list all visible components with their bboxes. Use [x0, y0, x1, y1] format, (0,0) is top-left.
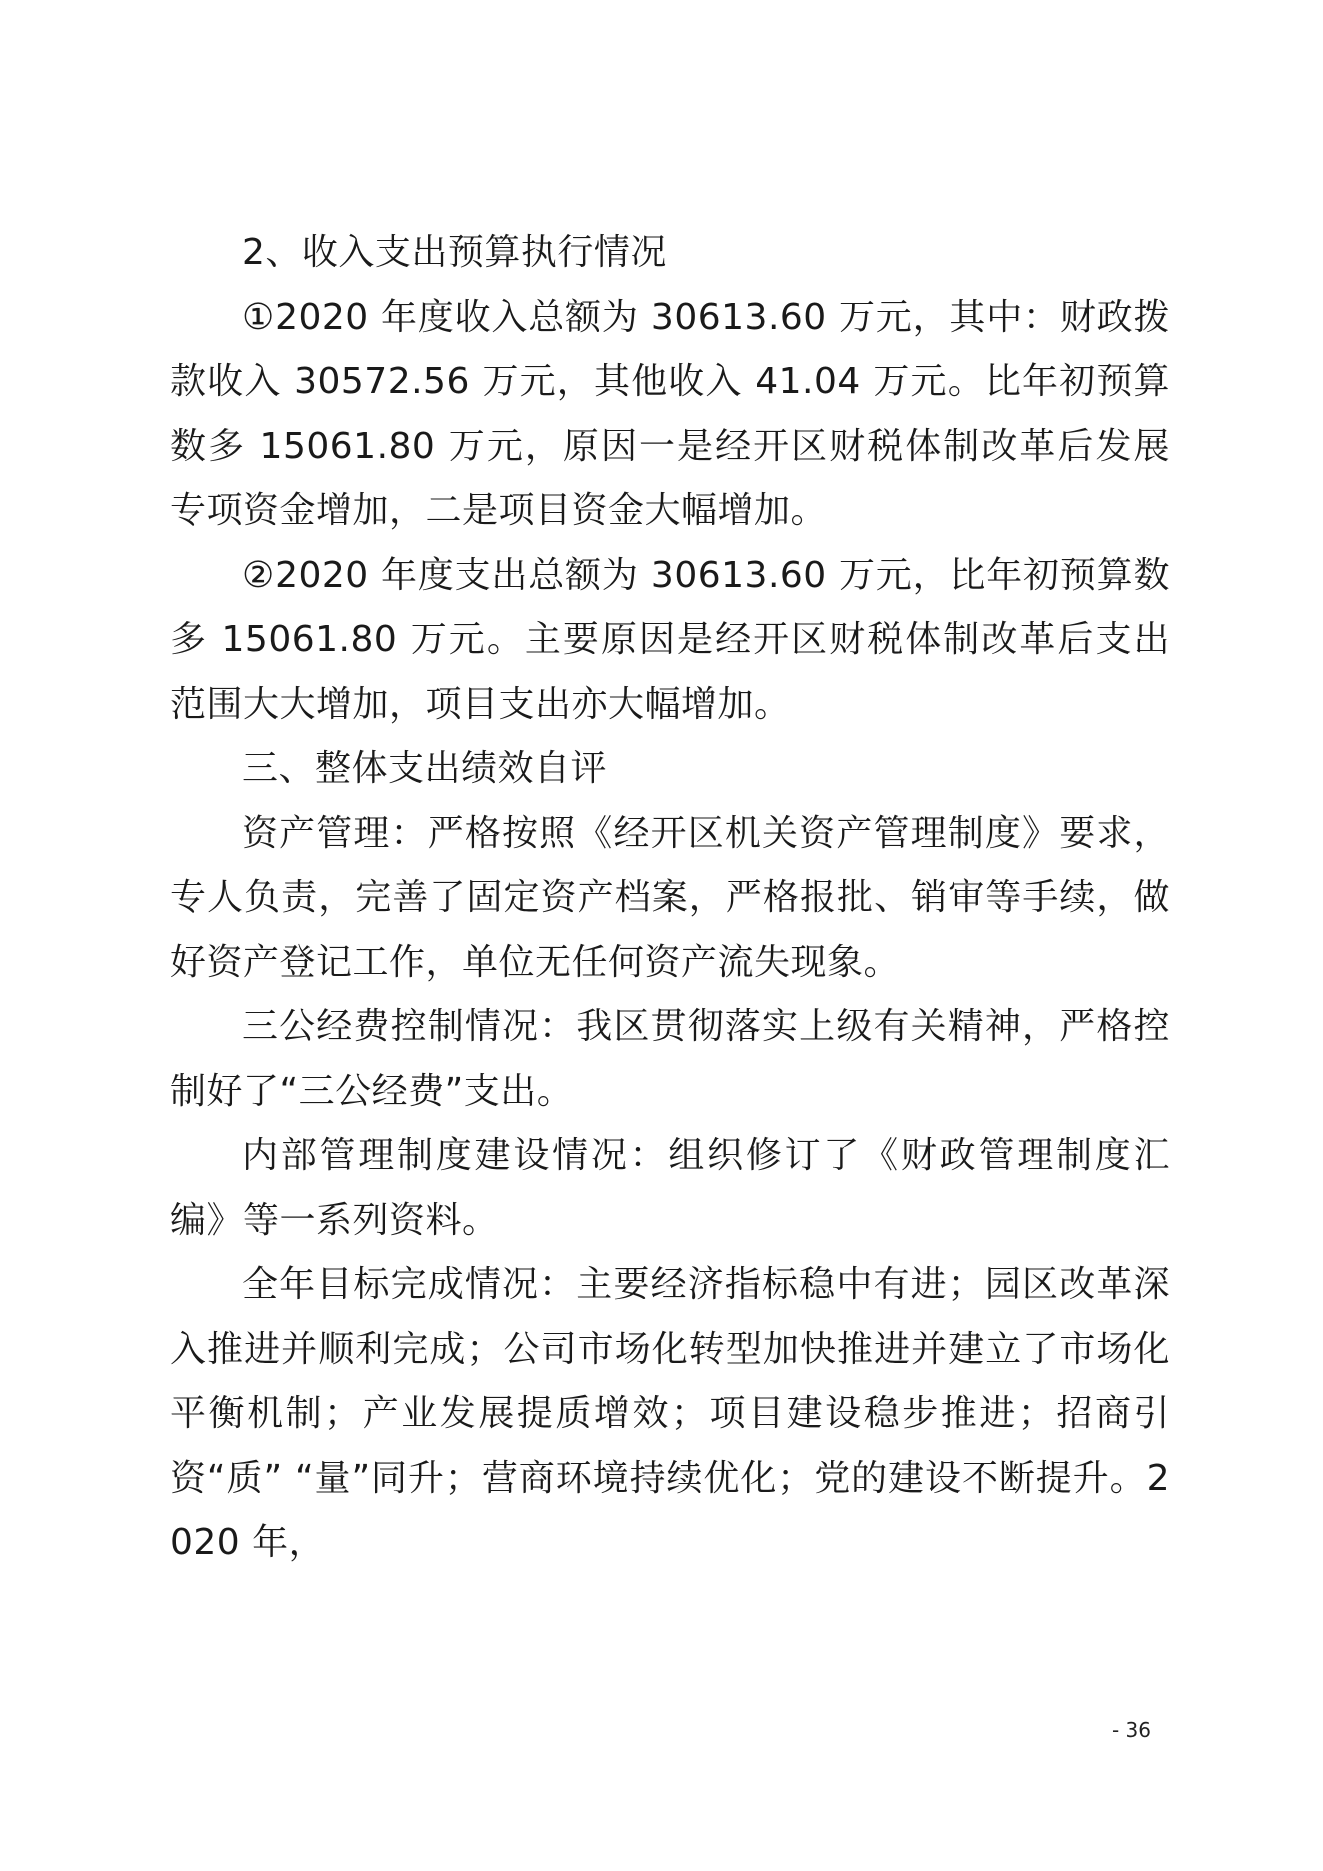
section-heading-budget-execution: 2、收入支出预算执行情况: [242, 232, 667, 273]
paragraph-internal-management: 内部管理制度建设情况：组织修订了《财政管理制度汇编》等一系列资料。: [170, 1135, 1170, 1241]
document-body: [170, 221, 1170, 1576]
page-number: - 36: [1111, 1718, 1151, 1742]
paragraph-expenditure-summary: ②2020 年度支出总额为 30613.60 万元，比年初预算数多 15061.80 万元。主要原因是经开区财税体制改革后支出范围大大增加，项目支出亦大幅增加。: [170, 554, 1170, 725]
paragraph-income-summary: ①2020 年度收入总额为 30613.60 万元，其中：财政拨款收入 30572.56 万元，其他收入 41.04 万元。比年初预算数多 15061.80 万元，原因一是经开区财税体制改革后发展专项资金增加，二是项目资金大幅增加。: [170, 296, 1170, 531]
paragraph-asset-management: 资产管理：严格按照《经开区机关资产管理制度》要求，专人负责，完善了固定资产档案，严格报批、销审等手续，做好资产登记工作，单位无任何资产流失现象。: [170, 812, 1170, 983]
section-heading-performance-review: 三、整体支出绩效自评: [242, 748, 608, 789]
paragraph-annual-goals: 全年目标完成情况：主要经济指标稳中有进；园区改革深入推进并顺利完成；公司市场化转型加快推进并建立了市场化平衡机制；产业发展提质增效；项目建设稳步推进；招商引资“质” “量”同升；营商环境持续优化；党的建设不断提升。2020 年，: [170, 1264, 1170, 1563]
paragraph-three-public-expenses: 三公经费控制情况：我区贯彻落实上级有关精神，严格控制好了“三公经费”支出。: [170, 1006, 1170, 1112]
